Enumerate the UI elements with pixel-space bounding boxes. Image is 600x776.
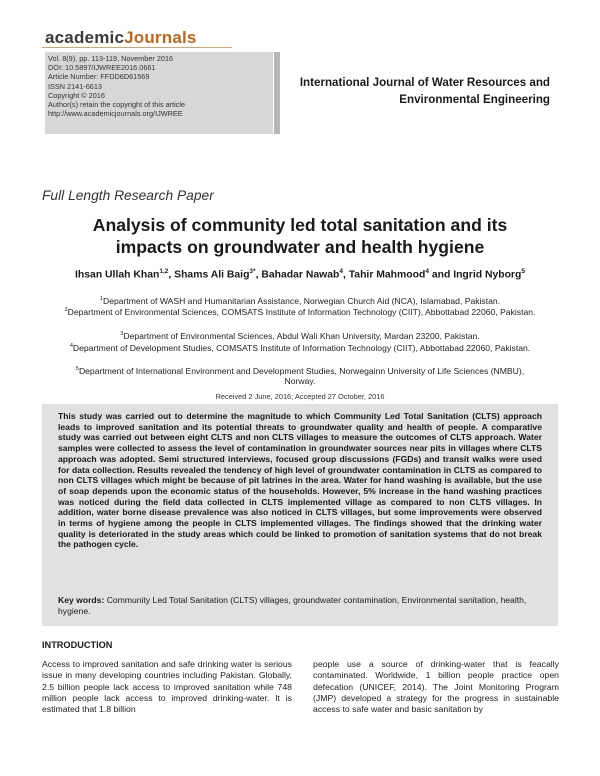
affiliation-mark: 5	[75, 366, 79, 372]
affiliation-mark: 2	[64, 307, 68, 313]
author-name: Bahadar Nawab	[261, 269, 340, 281]
affiliation	[60, 305, 540, 317]
journal-title-box	[274, 52, 558, 134]
author-name: Shams Ali Baig	[174, 269, 250, 281]
affiliation-mark: 1	[99, 296, 103, 302]
affiliation-text: Department of Development Studies, COMSATS Institute of Information Technology (CIIT), Abbottabad 22060, Pakistan.	[72, 342, 531, 353]
author-name: Ingrid Nyborg	[453, 269, 522, 281]
keywords-label: Key words:	[58, 595, 105, 605]
logo-text-part1: academic	[45, 28, 125, 47]
meta-url[interactable]: http://www.academicjournals.org/IJWREE	[48, 109, 183, 119]
logo-underline	[42, 47, 232, 48]
author-name: Tahir Mahmood	[348, 269, 426, 281]
affiliation-mark: 3	[120, 331, 124, 337]
introduction-column-right: people use a source of drinking-water that is feacally contaminated. Worldwide, 1 billion people practice open defecation (UNICEF, 2014). The Joint Monitoring Program (JMP) developed a strategy for the progress in sustainable access to safe water and basic sanitation by	[313, 659, 559, 715]
abstract-text: This study was carried out to determine the magnitude to which Community Led Total Sanitation (CLTS) approach leads to improved sanitation and its potential threats to groundwater quality and health of people. A comparative study was carried out between eight CLTS and non CLTS villages to measure the outcomes of CLTS approach. Water samples were collected to assess the level of contamination in groundwater sources near pits in villages where CLTS approach was adopted. Semi structured interviews, focused group discussions (FGDs) and transit walks were used for data collection. Results revealed the tendency of high level of groundwater contamination in CLTS as compared to non CLTS villages which might be because of pit latrines in the area. Water for hand washing is available, but the use of soap depends upon the economic status of the households. However, 5% increase in the hand washing practices was noticed during the field data collected in CLTS implemented village as compared to non CLTS villages. In addition, water borne disease prevalence was also noticed in CLTS villages, but some improvements were observed in terms of hygiene among the people in CLTS implemented villages. The findings showed that the drinking water quality is deteriorated in the study areas which could be linked to promotion of sanitation systems that do not break the pathogen cycle.	[58, 411, 542, 550]
paper-type: Full Length Research Paper	[42, 188, 214, 203]
author-affiliation-mark: 1,2	[159, 268, 169, 275]
affiliation	[60, 364, 540, 387]
affiliation-mark: 4	[69, 343, 73, 349]
paper-title	[40, 214, 560, 258]
meta-copyright: Copyright © 2016	[48, 90, 105, 100]
meta-rights: Author(s) retain the copyright of this article	[48, 100, 186, 110]
paper-title-line2: impacts on groundwater and health hygiene	[115, 237, 485, 257]
journal-title-line2: Environmental Engineering	[399, 93, 550, 106]
author-separator: ,	[255, 269, 262, 281]
keywords	[58, 595, 542, 616]
journal-title	[280, 74, 550, 108]
author-affiliation-mark: 3*	[249, 268, 256, 275]
affiliation	[60, 329, 540, 341]
author-list	[30, 268, 570, 280]
author-name: Ihsan Ullah Khan	[75, 269, 160, 281]
paper-title-line1: Analysis of community led total sanitation and its	[92, 215, 508, 235]
logo-text-part2: Journals	[124, 28, 197, 47]
author-affiliation-mark: 5	[521, 268, 525, 275]
meta-doi: DOI: 10.5897/IJWREE2016.0661	[48, 63, 156, 73]
meta-issn: ISSN 2141-6613	[48, 81, 102, 91]
author-affiliation-mark: 4	[425, 268, 429, 275]
affiliation	[60, 341, 540, 353]
introduction-column-left: Access to improved sanitation and safe drinking water is serious issue in many developing countries including Pakistan. Globally, 2.5 billion people lack access to improved sanitation while 748 million people lack access to improved drinking-water. It is estimated that 1.8 billion	[42, 659, 292, 715]
author-affiliation-mark: 4	[339, 268, 343, 275]
affiliation-text: Department of WASH and Humanitarian Assistance, Norwegian Church Aid (NCA), Islamabad, Pakistan.	[102, 295, 501, 306]
introduction-heading: INTRODUCTION	[42, 640, 113, 650]
affiliation-text: Department of Environmental Sciences, COMSATS Institute of Information Technology (CIIT), Abbottabad 22060, Pakistan.	[67, 306, 536, 317]
article-metadata-box	[45, 52, 273, 134]
publisher-logo	[45, 28, 197, 48]
journal-title-line1: International Journal of Water Resources and	[299, 76, 550, 89]
abstract-box	[42, 404, 558, 626]
received-accepted-dates: Received 2 June, 2016; Accepted 27 October, 2016	[215, 392, 385, 401]
meta-volume: Vol. 8(9), pp. 113-119, November 2016	[48, 54, 174, 63]
meta-article-number: Article Number: FFDD6D61569	[48, 72, 150, 82]
author-separator: and	[428, 269, 454, 281]
author-separator: ,	[168, 269, 175, 281]
affiliation-text: Department of International Environment and Development Studies, Norwegainn University of Life Sciences (NMBU), Norway.	[78, 365, 525, 387]
author-separator: ,	[342, 269, 349, 281]
keywords-text: Community Led Total Sanitation (CLTS) villages, groundwater contamination, Environmental sanitation, health, hygiene.	[58, 595, 527, 616]
affiliation-text: Department of Environmental Sciences, Abdul Wali Khan University, Mardan 23200, Pakistan.	[123, 330, 480, 341]
